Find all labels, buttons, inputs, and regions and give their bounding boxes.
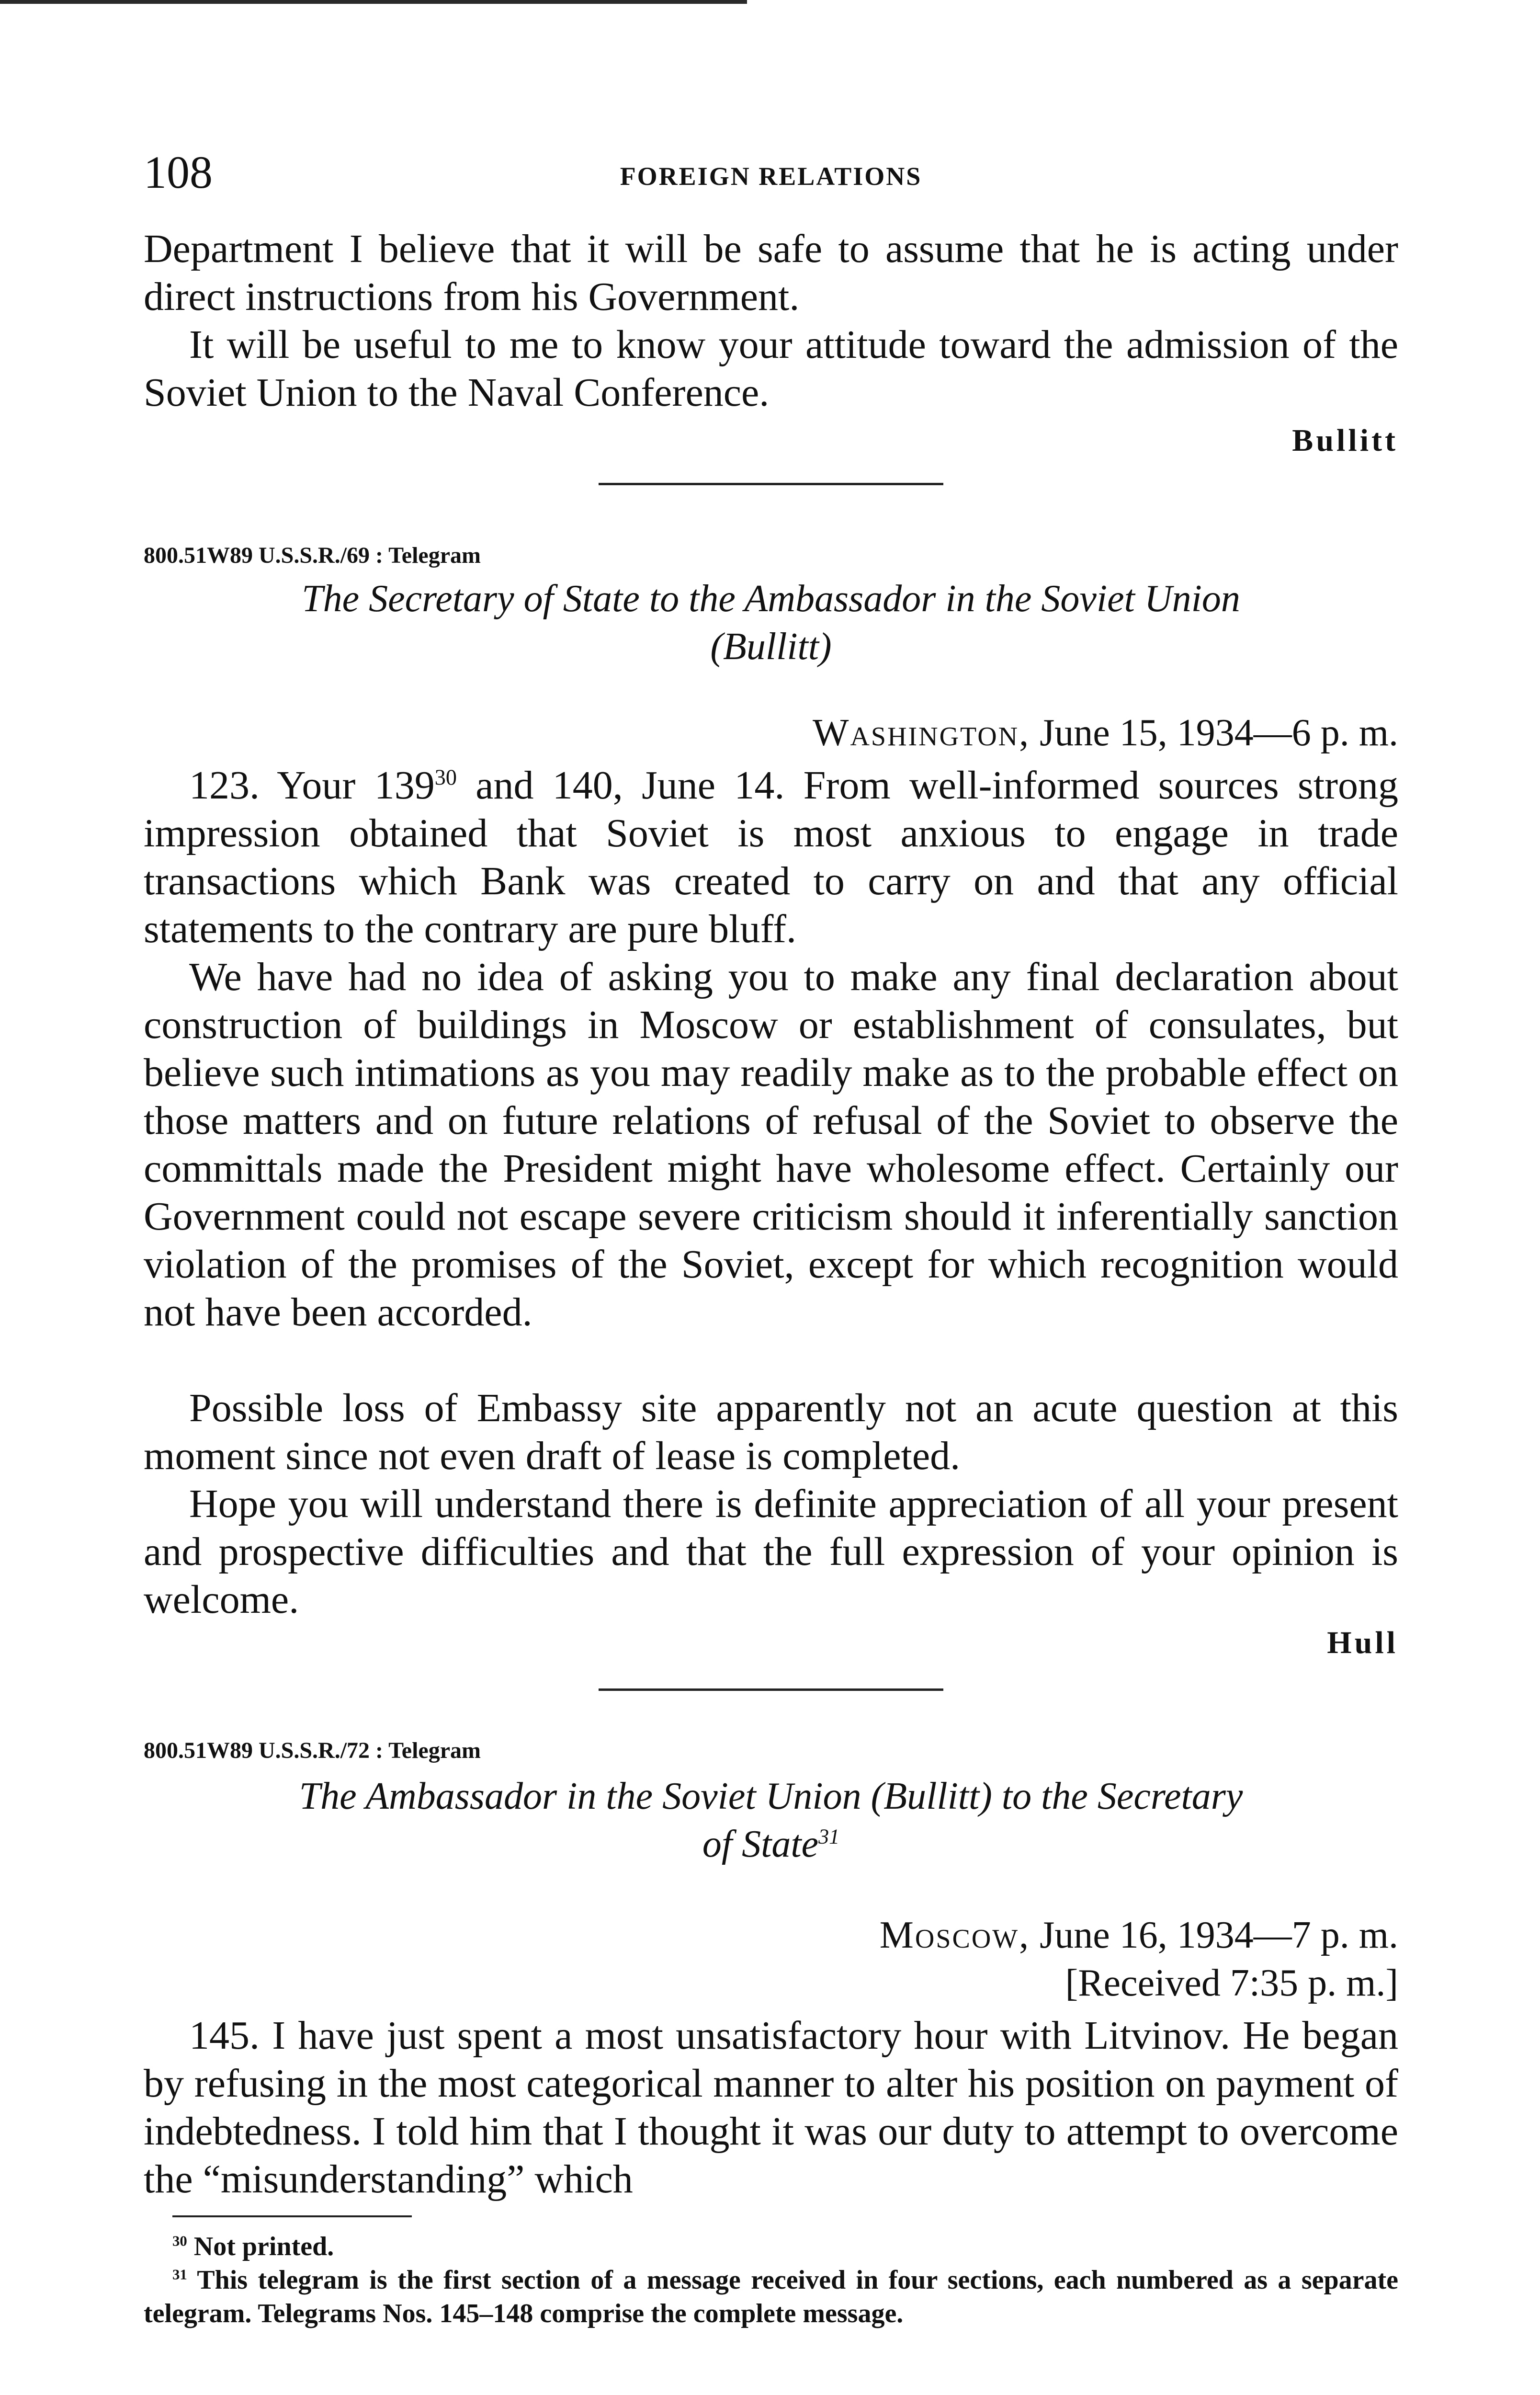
continued-paragraph-2: It will be useful to me to know your attitude toward the admission of the Soviet Union to the Naval Conference. <box>144 322 1398 415</box>
section-divider <box>599 483 943 485</box>
dateline-place: Moscow, <box>879 1914 1030 1956</box>
dateline-place: Washington, <box>812 712 1030 754</box>
footnote-31 <box>144 2263 1398 2330</box>
received-note: [Received 7:35 p. m.] <box>1065 1962 1398 2004</box>
page-number: 108 <box>144 147 213 198</box>
document-title <box>144 1772 1398 1868</box>
title-text: of State <box>702 1823 819 1865</box>
footnote-30 <box>144 2230 1398 2263</box>
footnote-number: 31 <box>172 2266 187 2283</box>
footnote-marker-31: 31 <box>818 1825 840 1848</box>
title-line-1: The Ambassador in the Soviet Union (Bullitt) to the Secretary <box>299 1775 1243 1817</box>
telegram-paragraph-1: 145. I have just spent a most unsatisfactory hour with Litvinov. He began by refusing in the most categorical manner to alter his position on payment of indebtedness. I told him that I thought it was our duty to attempt to overcome the “misunderstanding” which <box>144 2013 1398 2201</box>
title-line-2: (Bullitt) <box>710 626 832 668</box>
dateline-date: June 16, 1934—7 p. m. <box>1030 1914 1398 1956</box>
continued-paragraph-1: Department I believe that it will be safe to assume that he is acting under direct instructions from his Government. <box>144 227 1398 319</box>
telegram-paragraph-2: We have had no idea of asking you to make any final declaration about construction of buildings in Moscow or establishment of consulates, but believe such intimations as you may readily make as to the probable effect on those matters and on future relations of refusal of the Soviet to observe the committals made the President might have wholesome effect. Certainly our Government could not escape severe criticism should it inferentially sanction violation of the promises of the Soviet, except for which recognition would not have been accorded. <box>144 955 1398 1334</box>
page-header <box>144 144 1398 201</box>
telegram-paragraph-4: Hope you will understand there is definite appreciation of all your present and prospective difficulties and that the full expression of your opinion is welcome. <box>144 1482 1398 1622</box>
dateline <box>880 1911 1398 2007</box>
footnotes <box>144 2230 1398 2330</box>
telegram-paragraph-3: Possible loss of Embassy site apparently not an acute question at this moment since not even draft of lease is completed. <box>144 1386 1398 1478</box>
title-line-1: The Secretary of State to the Ambassador in the Soviet Union <box>302 578 1240 620</box>
footnote-text: Not printed. <box>187 2232 334 2261</box>
footnote-rule <box>172 2215 412 2217</box>
paragraph-text: and 140, June 14. From well-informed sources strong impression obtained that Soviet is most anxious to engage in trade transactions which Bank was created to carry on and that any official statements to the contrary are pure bluff. <box>144 763 1399 951</box>
running-head: FOREIGN RELATIONS <box>620 162 922 191</box>
document-title <box>144 575 1398 671</box>
title-line-2 <box>144 1820 1398 1868</box>
footnote-marker-30: 30 <box>434 765 457 789</box>
signature-hull: Hull <box>1327 1625 1398 1660</box>
footnote-text: This telegram is the first section of a message received in four sections, each numbered as a separate telegram. Telegrams Nos. 145–148 comprise the complete message. <box>144 2265 1398 2328</box>
file-reference: 800.51W89 U.S.S.R./72 : Telegram <box>144 1738 481 1763</box>
telegram-paragraph-1 <box>144 762 1398 953</box>
signature-bullitt: Bullitt <box>1292 423 1398 458</box>
dateline-date: June 15, 1934—6 p. m. <box>1030 712 1398 754</box>
footnote-number: 30 <box>172 2233 187 2249</box>
section-divider <box>599 1688 943 1691</box>
dateline <box>813 709 1398 757</box>
top-edge-rule <box>0 0 747 4</box>
file-reference: 800.51W89 U.S.S.R./69 : Telegram <box>144 543 481 568</box>
paragraph-text: 123. Your 139 <box>189 763 435 808</box>
